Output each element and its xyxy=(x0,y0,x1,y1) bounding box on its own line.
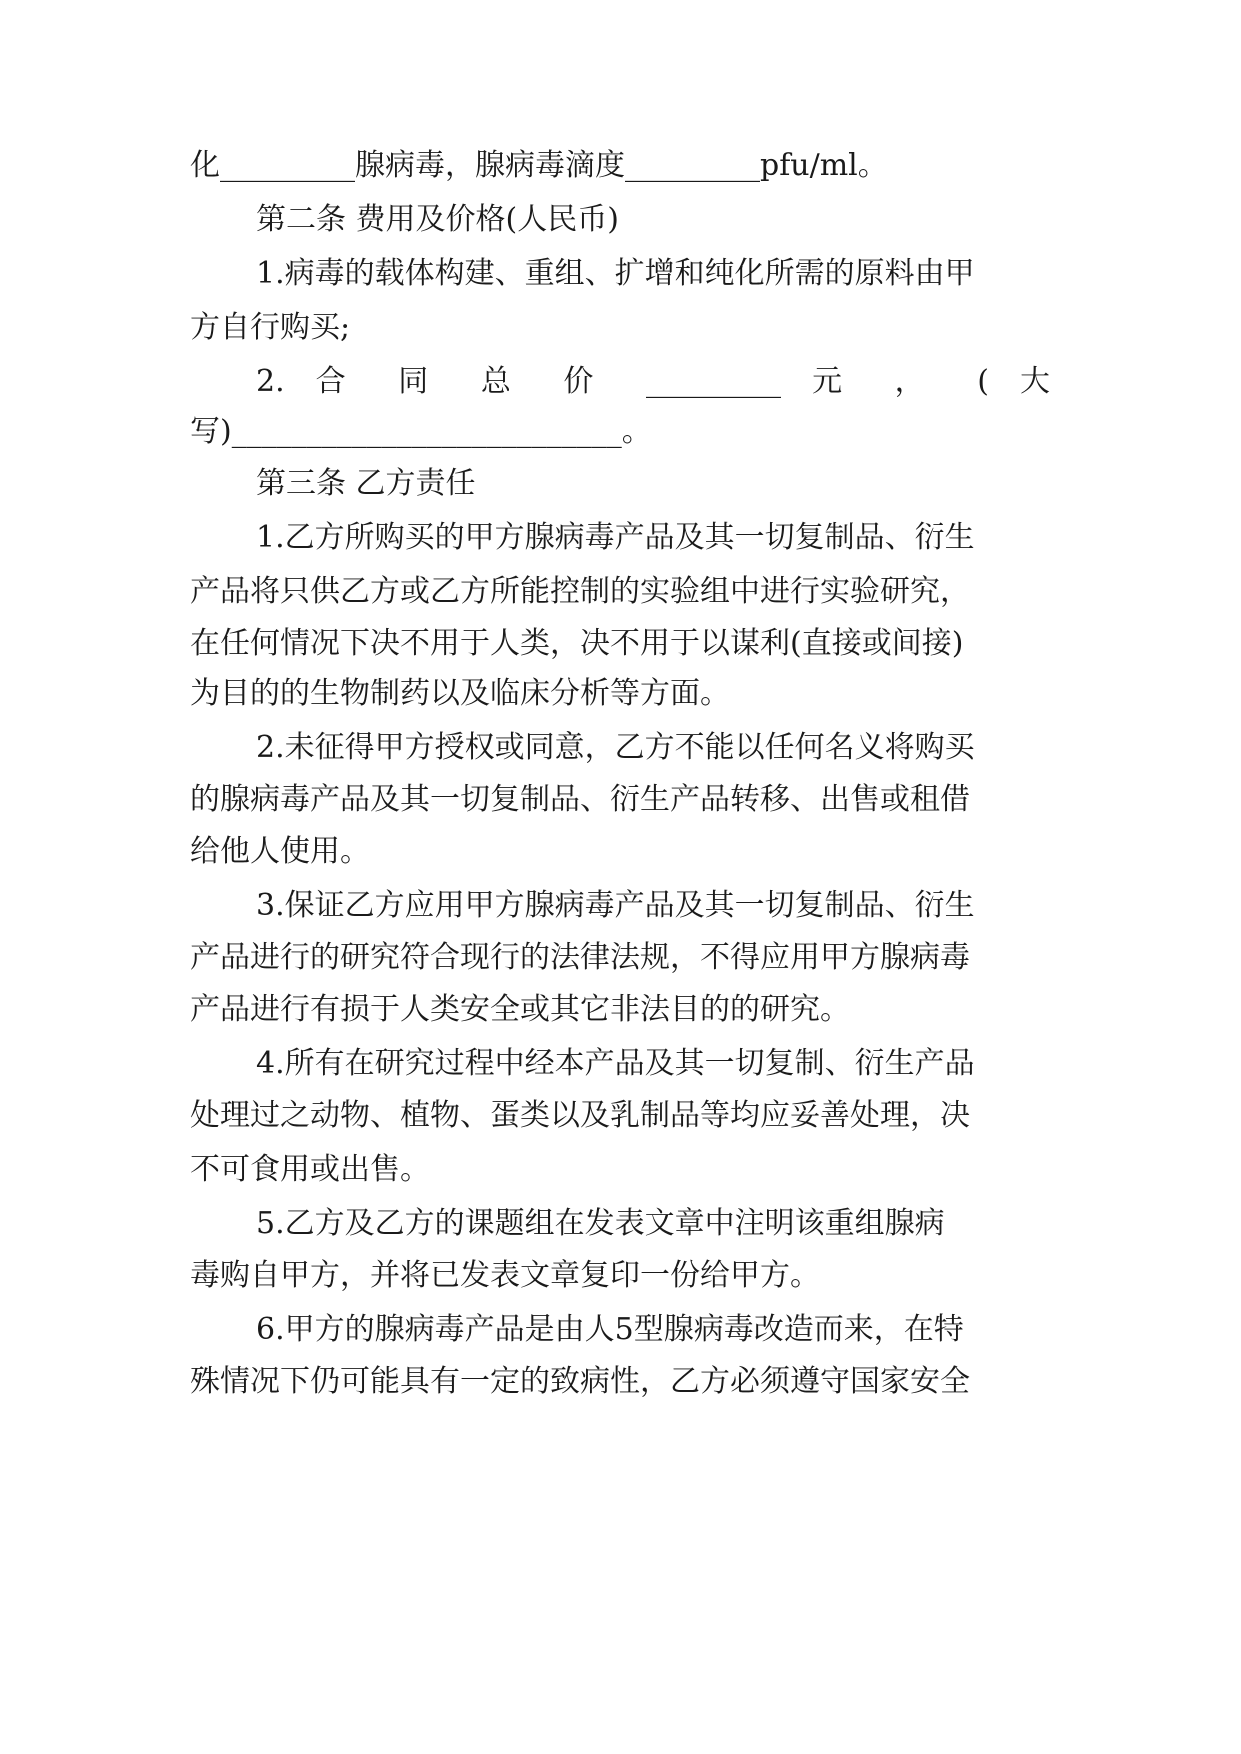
text-line: 产品将只供乙方或乙方所能控制的实验组中进行实验研究， xyxy=(190,574,970,609)
text-line: 殊情况下仍可能具有一定的致病性，乙方必须遵守国家安全 xyxy=(190,1364,970,1399)
text-line: 1.乙方所购买的甲方腺病毒产品及其一切复制品、衍生 xyxy=(256,520,975,555)
text-line: 化_________腺病毒，腺病毒滴度_________pfu/ml。 xyxy=(190,148,888,183)
text-line: 不可食用或出售。 xyxy=(190,1152,430,1187)
text-line: 处理过之动物、植物、蛋类以及乳制品等均应妥善处理，决 xyxy=(190,1098,970,1133)
section-heading: 第二条 费用及价格(人民币) xyxy=(256,202,619,237)
text-line: 4.所有在研究过程中经本产品及其一切复制、衍生产品 xyxy=(256,1046,975,1081)
text-line: 5.乙方及乙方的课题组在发表文章中注明该重组腺病 xyxy=(256,1206,945,1241)
text-line: 为目的的生物制药以及临床分析等方面。 xyxy=(190,676,730,711)
text-line: 2.未征得甲方授权或同意，乙方不能以任何名义将购买 xyxy=(256,730,975,765)
text-line: 方自行购买; xyxy=(190,310,351,345)
text-line: 2. 合 同 总 价 _________ 元 ， ( 大 xyxy=(256,364,1050,399)
text-line: 6.甲方的腺病毒产品是由人5型腺病毒改造而来，在特 xyxy=(256,1312,964,1347)
text-line: 在任何情况下决不用于人类，决不用于以谋利(直接或间接) xyxy=(190,626,964,661)
text-line: 写)__________________________。 xyxy=(190,414,652,449)
text-line: 产品进行的研究符合现行的法律法规，不得应用甲方腺病毒 xyxy=(190,940,970,975)
text-line: 的腺病毒产品及其一切复制品、衍生产品转移、出售或租借 xyxy=(190,782,970,817)
text-line: 3.保证乙方应用甲方腺病毒产品及其一切复制品、衍生 xyxy=(256,888,975,923)
text-line: 给他人使用。 xyxy=(190,834,370,869)
text-line: 毒购自甲方，并将已发表文章复印一份给甲方。 xyxy=(190,1258,820,1293)
text-line: 产品进行有损于人类安全或其它非法目的的研究。 xyxy=(190,992,850,1027)
section-heading: 第三条 乙方责任 xyxy=(256,466,476,501)
text-line: 1.病毒的载体构建、重组、扩增和纯化所需的原料由甲 xyxy=(256,256,975,291)
